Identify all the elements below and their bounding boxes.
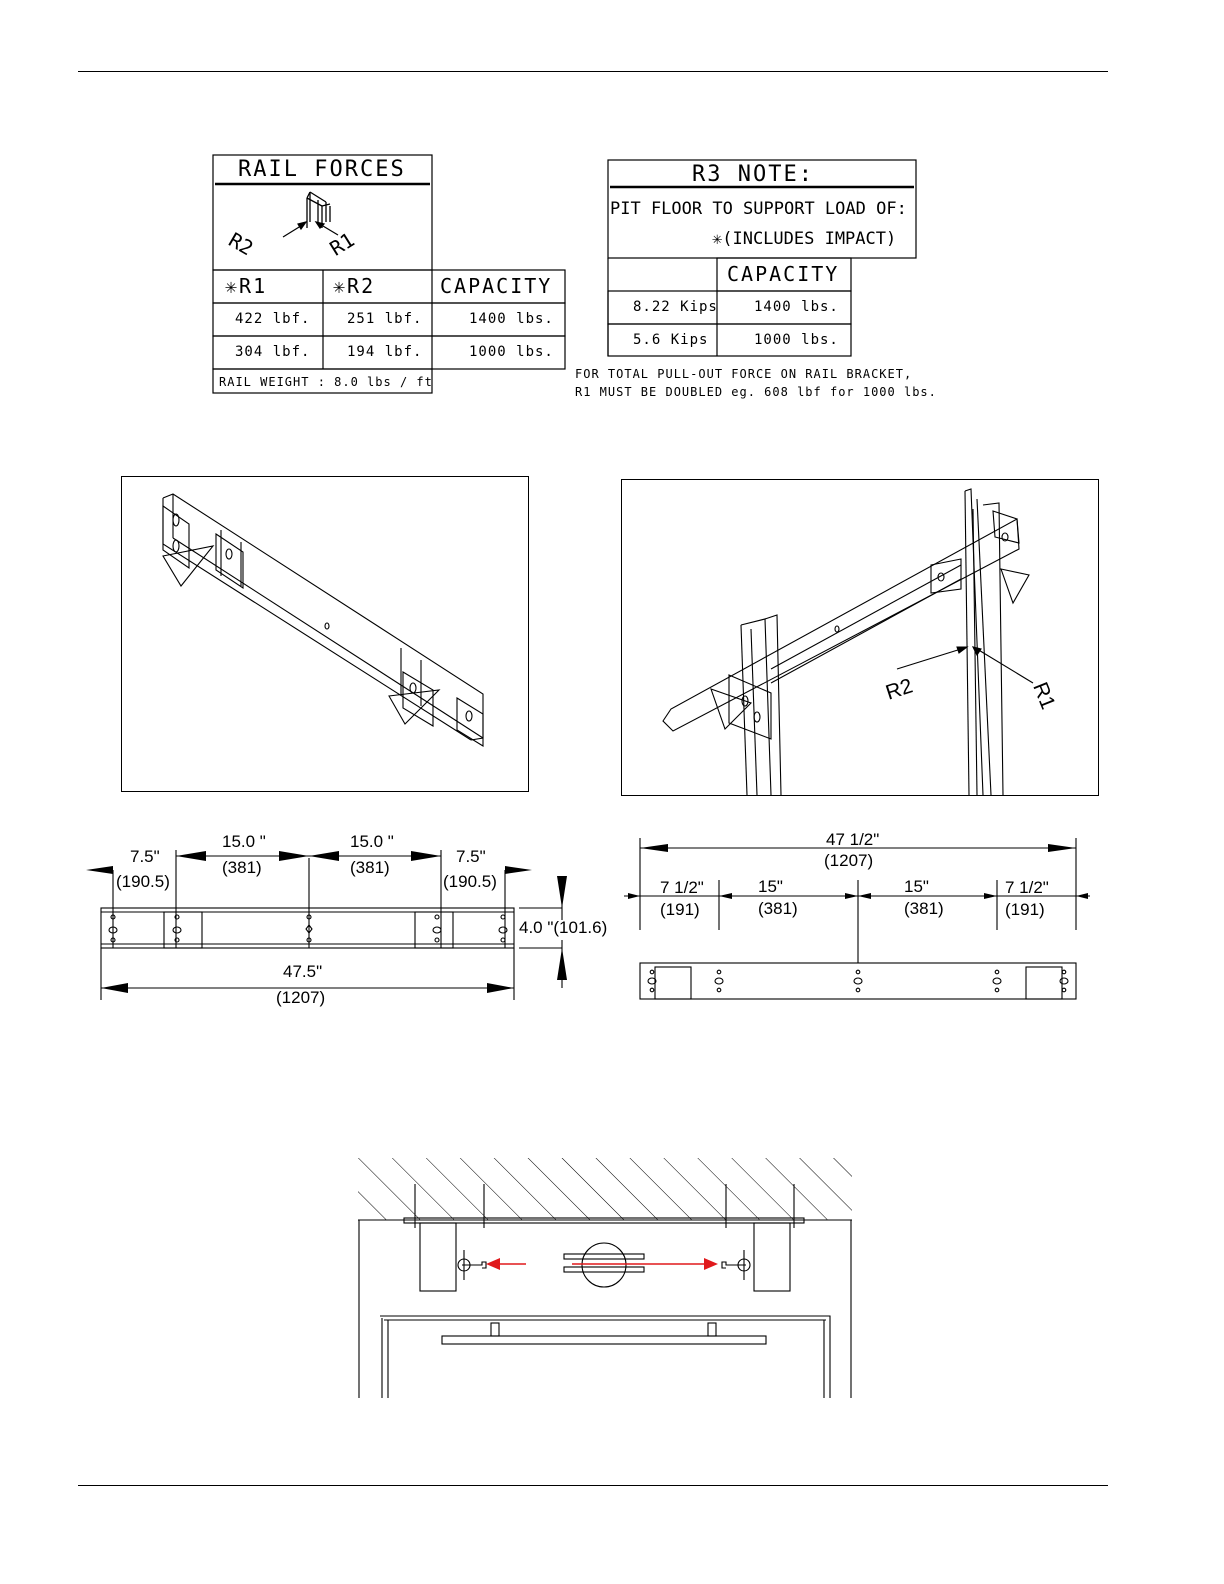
left-dim-height: 4.0 "(101.6)	[519, 918, 608, 937]
col-header-r2: ✳R2	[333, 274, 376, 298]
right-dim-4: 7 1/2"	[1005, 878, 1049, 897]
left-dim-2: 15.0 "	[222, 832, 266, 851]
rail-forces-title: RAIL FORCES	[238, 157, 406, 182]
left-dim-3: 15.0 "	[350, 832, 394, 851]
rail-weight: RAIL WEIGHT : 8.0 lbs / ft	[219, 375, 433, 389]
left-dim-1: 7.5"	[130, 847, 160, 866]
pull-out-arrows	[486, 1258, 718, 1270]
r3-capacity-header: CAPACITY	[727, 262, 840, 286]
cell-r1-row1: 422 lbf.	[235, 311, 311, 327]
r1-force-label: R1	[325, 227, 359, 261]
cell-r1-row2: 304 lbf.	[235, 344, 311, 360]
cell-cap-row2: 1000 lbs.	[469, 344, 554, 360]
wall-hatch	[358, 1158, 852, 1220]
r3-note-line2: ✳(INCLUDES IMPACT)	[712, 229, 897, 249]
right-dim-3: 15"	[904, 877, 929, 896]
left-dim-overall: 47.5"	[283, 962, 323, 981]
right-dim-1-mm: (191)	[660, 900, 700, 919]
r3-load-row2: 5.6 Kips	[633, 332, 709, 348]
right-dim-4-mm: (191)	[1005, 900, 1045, 919]
left-dim-overall-mm: (1207)	[276, 988, 326, 1007]
r2-force-label: R2	[224, 227, 258, 261]
hoistway-plan-view	[358, 1158, 852, 1398]
left-dim-4-mm: (190.5)	[443, 872, 497, 891]
col-header-r1: ✳R1	[225, 274, 268, 298]
left-dim-4: 7.5"	[456, 847, 486, 866]
iso-r1-label: R1	[1028, 679, 1060, 713]
cell-cap-row1: 1400 lbs.	[469, 311, 554, 327]
left-dim-1-mm: (190.5)	[116, 872, 170, 891]
r3-note-title: R3 NOTE:	[692, 162, 814, 187]
left-dim-2-mm: (381)	[222, 858, 262, 877]
iso-r2-label: R2	[882, 674, 916, 705]
cell-r2-row1: 251 lbf.	[347, 311, 423, 327]
r3-note-line1: PIT FLOOR TO SUPPORT LOAD OF:	[610, 199, 907, 219]
r3-cap-row2: 1000 lbs.	[754, 332, 839, 348]
r3-load-row1: 8.22 Kips	[633, 299, 718, 315]
right-dim-overall-mm: (1207)	[824, 851, 874, 870]
left-dim-3-mm: (381)	[350, 858, 390, 877]
right-dim-2: 15"	[758, 877, 783, 896]
r3-cap-row1: 1400 lbs.	[754, 299, 839, 315]
right-dim-overall: 47 1/2"	[826, 830, 880, 849]
right-dim-1: 7 1/2"	[660, 878, 704, 897]
pullout-note-line2: R1 MUST BE DOUBLED eg. 608 lbf for 1000 lbs.	[575, 385, 937, 399]
cell-r2-row2: 194 lbf.	[347, 344, 423, 360]
right-dim-3-mm: (381)	[904, 899, 944, 918]
col-header-capacity: CAPACITY	[440, 274, 553, 298]
right-dim-2-mm: (381)	[758, 899, 798, 918]
pullout-note-line1: FOR TOTAL PULL-OUT FORCE ON RAIL BRACKET,	[575, 367, 913, 381]
bottom-rule	[78, 1485, 1108, 1486]
